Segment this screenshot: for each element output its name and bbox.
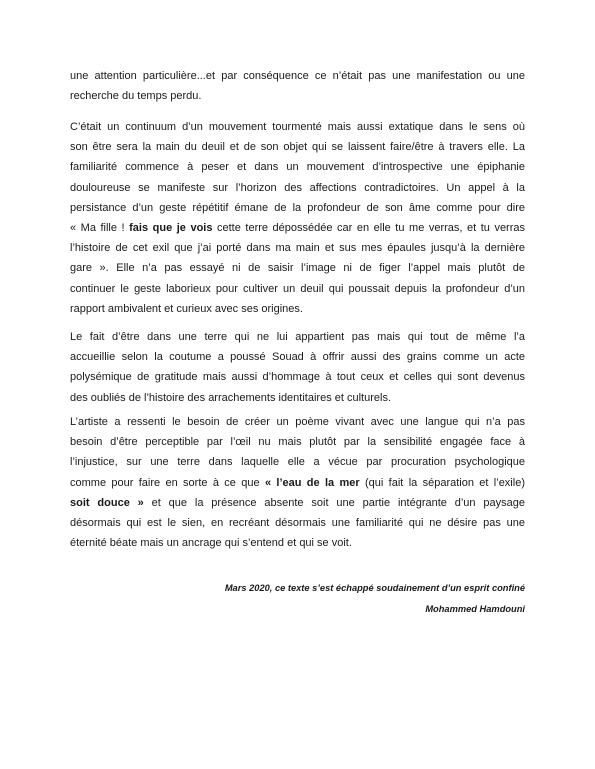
text-line [70,452,525,472]
text-segment: recherche du temps perdu. [70,90,202,103]
text-segment: C’était un continuum d’un mouvement tourmenté mais aussi extatique dans le sens où [70,121,525,133]
text-segment: familiarité commence à peser et dans un mouvement d’introspective une épiphanie [70,161,525,174]
paragraph-3-text [70,327,525,408]
bold-text: soit douce » [70,496,144,509]
text-segment: des oubliés de l’histoire des arrachements identitaires et culturels. [70,391,391,404]
text-segment: continuer le geste laborieux pour cultiver un deuil qui poussait depuis la profondeur d’un [70,282,525,295]
text-segment: l’histoire de cet exil que j’ai porté dans ma main et sus mes épaules jusqu’à la dernière [70,242,525,255]
text-line [70,473,525,493]
text-line [70,412,525,432]
text-line [70,513,525,533]
signature-author: Mohammed Hamdouni [425,604,525,614]
text-segment: l’injustice, sur une terre dans laquelle elle a vécue par procuration psychologique [70,456,525,469]
paragraph-1 [70,66,525,106]
text-line [70,198,525,218]
text-segment: rapport ambivalent et curieux avec ses origines. [70,302,303,315]
text-segment: douloureuse se manifeste sur l’horizon des affections contradictoires. Un appel à la [70,181,525,194]
text-line [70,157,525,177]
paragraph-4 [70,412,525,553]
paragraph-2 [70,117,525,319]
text-segment: désormais qui est le sien, en recréant désormais une familiarité qui ne désire pas une [70,517,525,530]
text-segment: éternité béate mais un ancrage qui s’entend et qui se voit. [70,537,352,550]
text-line [70,279,525,299]
text-segment: et que la présence absente soit une partie intégrante d’un paysage [143,496,525,509]
text-line [70,388,525,408]
text-segment: accueillie selon la coutume a poussé Souad à offrir aussi des grains comme un acte [70,351,525,364]
text-line [70,238,525,258]
text-line [70,258,525,278]
text-line [70,432,525,452]
text-line [70,117,525,137]
text-line [70,137,525,157]
paragraph-2-text [70,117,525,319]
text-segment: Le fait d’être dans une terre qui ne lui appartient pas mais qui tout de même l’a [70,331,525,343]
bold-text: fais que je vois [129,222,213,235]
text-line [70,493,525,513]
text-segment: une attention particulière...et par conséquence ce n’était pas une manifestation ou une [70,70,525,82]
text-line [70,327,525,347]
text-segment: comme pour faire en sorte à ce que [70,476,265,489]
text-line [70,66,525,86]
text-line [70,533,525,553]
text-segment: cette terre dépossédée car en elle tu me verras, et tu verras [212,222,526,235]
text-segment: « Ma fille ! [70,222,130,235]
bold-text: « l’eau de la mer [264,476,360,489]
text-line [70,347,525,367]
text-segment: L’artiste a ressenti le besoin de créer un poème vivant avec une langue qui n’a pas [70,416,525,428]
paragraph-1-text [70,66,525,106]
paragraph-3 [70,327,525,408]
text-line [70,86,525,106]
text-segment: gare ». Elle n’a pas essayé ni de saisir l’image ni de figer l’appel mais plutôt de [70,262,525,275]
text-segment: besoin d’être perceptible par l’œil nu mais plutôt par la sensibilité engagée face à [70,436,525,449]
text-line [70,178,525,198]
text-segment: son être sera la main du deuil et de son objet qui se laissent faire/être à travers elle. La [70,141,525,154]
text-segment: (qui fait la séparation et l’exile) [359,476,525,489]
text-line [70,367,525,387]
text-line [70,299,525,319]
text-segment: persistance d’un geste répétitif émane de la profondeur de son âme comme pour dire [70,201,525,214]
text-segment: polysémique de gratitude mais aussi d’hommage à tout ceux et celles qui sont devenus [70,371,525,384]
signature-date-line: Mars 2020, ce texte s’est échappé soudainement d’un esprit confiné [224,583,525,593]
paragraph-4-text [70,412,525,553]
text-line [70,218,525,238]
